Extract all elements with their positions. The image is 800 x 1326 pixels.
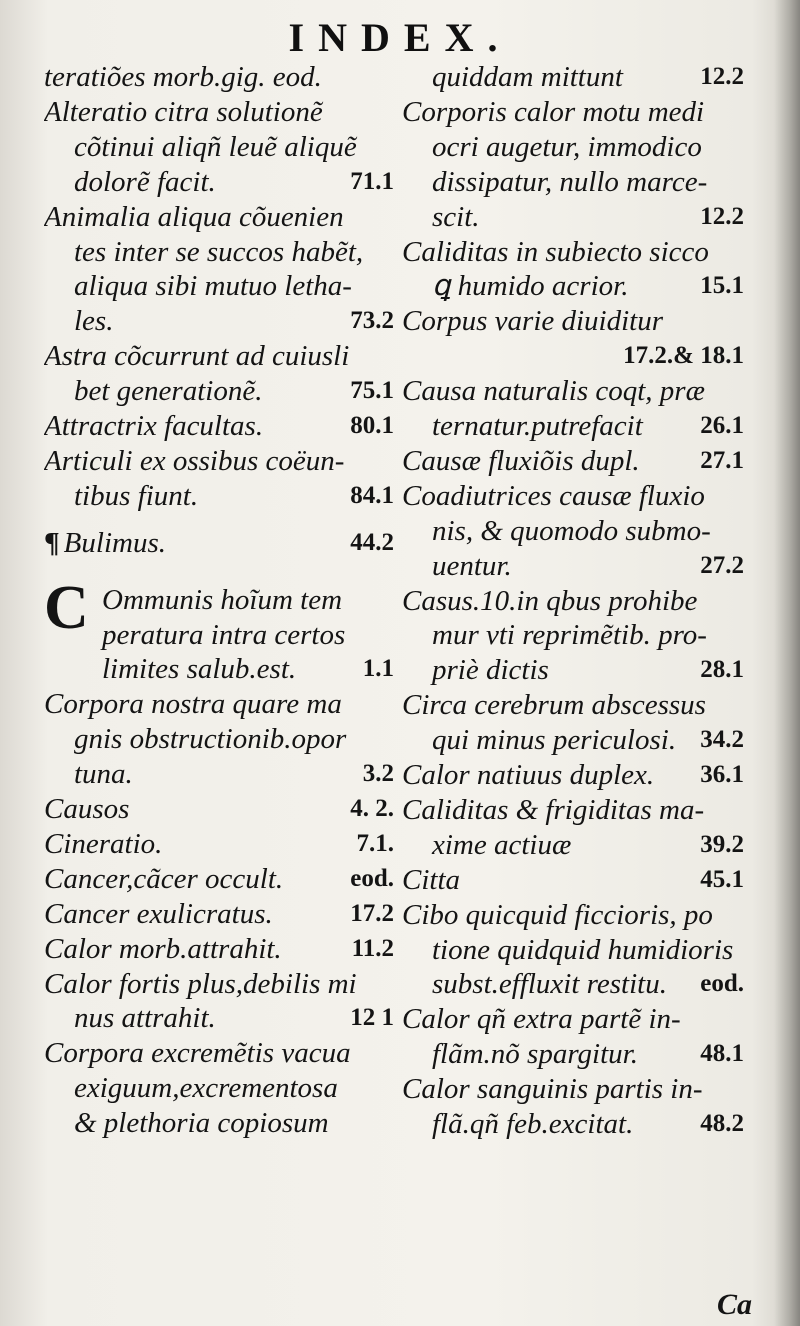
index-entry <box>402 60 744 94</box>
index-entry-text: tibus fiunt. <box>74 479 199 512</box>
index-entry-text: Citta <box>402 863 461 896</box>
index-entry-text: Alteratio citra solutionẽ <box>44 95 323 128</box>
index-entry <box>44 444 394 478</box>
index-entry-text: cõtinui aliqñ leuẽ aliquẽ <box>74 130 357 163</box>
index-entry <box>402 723 744 757</box>
index-entry-text: Corpora excremẽtis vacua <box>44 1037 351 1070</box>
index-entry-text: Causa naturalis coqt, præ <box>402 375 705 408</box>
index-page-ref: eod. <box>350 864 394 892</box>
index-entry-text: tuna. <box>74 758 133 791</box>
index-page-ref: 12.2 <box>700 63 744 90</box>
index-entry <box>402 444 744 478</box>
index-page-ref: 36.1 <box>700 761 744 788</box>
index-entry-text: mur vti reprimẽtib. pro- <box>432 619 707 652</box>
index-entry-text: ¶ Bulimus. <box>44 526 166 559</box>
index-entry-text: Caliditas & frigiditas ma- <box>402 793 705 826</box>
index-entry <box>402 549 744 583</box>
index-page-ref: 4. 2. <box>350 795 394 822</box>
index-entry <box>402 1002 744 1036</box>
index-entry <box>402 1107 744 1141</box>
page-header-index: INDEX. <box>288 15 512 60</box>
index-entry-text: uentur. <box>432 549 512 582</box>
index-page-ref: 80.1 <box>350 412 394 439</box>
index-page-ref: 27.2 <box>700 551 744 579</box>
index-entry-text: Ommunis hoĩum tem <box>102 583 343 616</box>
index-entry <box>44 1036 394 1070</box>
index-page-ref: 17.2 <box>350 899 394 927</box>
index-entry-text: quiddam mittunt <box>432 61 623 93</box>
index-page-ref: 12.2 <box>700 202 744 230</box>
index-entry <box>44 165 394 199</box>
index-entry <box>402 514 744 548</box>
index-entry-text: qui minus periculosi. <box>432 724 677 757</box>
index-entry-text: teratiões morb.gig. eod. <box>44 61 322 93</box>
catchword: Ca <box>716 1288 752 1321</box>
index-entry-text: priè dictis <box>432 654 549 687</box>
index-entry <box>44 479 394 513</box>
index-entry <box>402 479 744 513</box>
index-page-ref: 71.1 <box>350 167 394 195</box>
index-entry <box>402 653 744 687</box>
index-entry <box>402 793 744 827</box>
index-entry <box>402 235 744 269</box>
index-entry-text: Calor sanguinis partis in- <box>402 1073 703 1106</box>
index-entry-text: Cineratio. <box>44 827 163 860</box>
index-page-ref: 48.1 <box>700 1040 744 1068</box>
index-entry <box>44 374 394 408</box>
index-entry <box>44 1071 394 1105</box>
index-entry-text: nus attrahit. <box>74 1002 216 1035</box>
index-entry <box>44 792 394 826</box>
index-entry <box>44 932 394 966</box>
index-entry-text: Animalia aliqua cõuenien <box>44 200 344 233</box>
index-entry <box>44 60 394 94</box>
index-entry <box>44 897 394 931</box>
index-page-ref: 44.2 <box>350 528 394 556</box>
index-entry-text: xime actiuæ <box>432 828 572 861</box>
index-entry <box>402 200 744 234</box>
index-entry-text: Astra cõcurrunt ad cuiusli <box>44 340 350 373</box>
index-page-ref: 7.1. <box>356 829 394 857</box>
index-entry-text: Calor fortis plus,debilis mi <box>44 967 357 1000</box>
index-entry-text: tes inter se succos habẽt, <box>74 235 364 268</box>
index-entry-text: Articuli ex ossibus coëun- <box>44 444 345 477</box>
index-entry-text: Circa cerebrum abscessus <box>402 689 706 722</box>
index-entry-text: ꝗ humido acrior. <box>432 270 629 303</box>
index-entry <box>402 165 744 199</box>
index-page-ref: 48.2 <box>700 1110 744 1137</box>
index-page-ref: 17.2.& 18.1 <box>623 342 744 370</box>
index-entry <box>44 130 394 164</box>
index-entry <box>44 200 394 234</box>
index-entry-text: ocri augetur, immodico <box>432 130 702 163</box>
index-entry-text: Attractrix facultas. <box>44 410 264 442</box>
index-entry <box>402 269 744 303</box>
index-entry <box>402 758 744 792</box>
index-entry <box>44 967 394 1001</box>
index-entry <box>402 863 744 897</box>
index-page-ref: 75.1 <box>350 377 394 405</box>
index-page-ref: 34.2 <box>700 726 744 754</box>
drop-initial-letter: C <box>44 573 89 642</box>
index-entry-text: Corpora nostra quare ma <box>44 688 342 721</box>
index-entry <box>44 269 394 303</box>
index-entry <box>44 652 394 686</box>
index-entry <box>402 933 744 967</box>
index-entry <box>44 409 394 443</box>
index-entry <box>402 618 744 652</box>
index-entry-text: Calor qñ extra partẽ in- <box>402 1003 681 1036</box>
index-page-ref: 28.1 <box>700 656 744 684</box>
index-entry <box>402 304 744 338</box>
index-entry <box>44 526 394 560</box>
index-page-ref: 3.2 <box>362 760 394 788</box>
index-page-ref: 73.2 <box>350 307 394 335</box>
index-page-ref: eod. <box>700 970 744 998</box>
index-entry-text: Calor natiuus duplex. <box>402 759 655 791</box>
index-entry <box>402 828 744 862</box>
index-entry-text: subst.effluxit restitu. <box>432 968 667 1001</box>
index-entry <box>402 339 744 373</box>
index-entry <box>402 967 744 1001</box>
index-page-ref: 11.2 <box>351 934 394 962</box>
index-entry-text: Coadiutrices causæ fluxio <box>402 479 705 512</box>
index-entry <box>402 1037 744 1071</box>
index-entry <box>44 687 394 721</box>
index-page-ref: 12 1 <box>350 1004 394 1032</box>
page-gutter-shadow <box>774 0 800 1326</box>
index-entry <box>402 584 744 618</box>
index-entry-text: les. <box>74 305 114 338</box>
index-entry-text: Causos <box>44 793 130 825</box>
index-entry <box>44 722 394 756</box>
index-entry-text: Corpus varie diuiditur <box>402 305 664 338</box>
index-entry <box>44 757 394 791</box>
pilcrow-mark: ¶ <box>44 526 60 559</box>
index-page-ref: 39.2 <box>700 830 744 858</box>
index-entry <box>402 898 744 932</box>
index-entry-text: & plethoria copiosum <box>74 1107 329 1140</box>
index-entry <box>44 618 394 652</box>
index-entry <box>402 374 744 408</box>
index-page-ref: 84.1 <box>350 481 394 509</box>
index-entry-text: Cancer exulicratus. <box>44 897 273 930</box>
index-entry-text: exiguum,excrementosa <box>74 1072 338 1105</box>
index-entry-text: dolorẽ facit. <box>74 165 216 198</box>
index-entry-text: Caliditas in subiecto sicco <box>402 235 709 268</box>
index-entry-text: peratura intra certos <box>102 618 346 651</box>
index-page-ref: 27.1 <box>700 446 744 474</box>
index-entry-text: flã.qñ feb.excitat. <box>432 1108 634 1140</box>
index-page-ref: 45.1 <box>700 865 744 893</box>
index-entry-text: nis, & quomodo submo- <box>432 514 711 547</box>
index-entry <box>44 827 394 861</box>
index-entry-text: Corporis calor motu medi <box>402 95 705 128</box>
index-entry-text: Calor morb.attrahit. <box>44 932 282 965</box>
index-entry <box>402 409 744 443</box>
index-entry-text: ternatur.putrefacit <box>432 410 643 442</box>
index-entry <box>44 235 394 269</box>
index-page-ref: 1.1 <box>362 655 394 683</box>
index-entry <box>44 583 394 617</box>
index-entry-text: Cancer,cãcer occult. <box>44 862 284 895</box>
index-entry-text: aliqua sibi mutuo letha- <box>74 270 352 303</box>
index-entry-text: gnis obstructionib.opor <box>74 723 347 756</box>
index-entry-text: dissipatur, nullo marce- <box>432 165 708 198</box>
index-entry-text: Cibo quicquid ficcioris, po <box>402 898 713 931</box>
index-entry <box>402 130 744 164</box>
index-entry <box>402 688 744 722</box>
index-page-ref: 15.1 <box>700 272 744 300</box>
index-entry <box>402 1072 744 1106</box>
index-entry-text: flãm.nõ spargitur. <box>432 1038 638 1071</box>
index-entry <box>402 95 744 129</box>
index-entry <box>44 862 394 896</box>
index-entry <box>44 95 394 129</box>
index-entry-text: scit. <box>432 200 480 233</box>
index-entry <box>44 1001 394 1035</box>
index-entry <box>44 1106 394 1140</box>
index-entry-text: tione quidquid humidioris <box>432 933 734 966</box>
index-entry <box>44 339 394 373</box>
index-entry <box>44 304 394 338</box>
index-entry-text: bet generationẽ. <box>74 375 263 408</box>
index-entry-text: Causæ fluxiõis dupl. <box>402 444 640 477</box>
index-entry-text: limites salub.est. <box>102 653 297 686</box>
index-page-ref: 26.1 <box>700 412 744 439</box>
index-entry-text: Casus.10.in qbus prohibe <box>402 584 698 617</box>
